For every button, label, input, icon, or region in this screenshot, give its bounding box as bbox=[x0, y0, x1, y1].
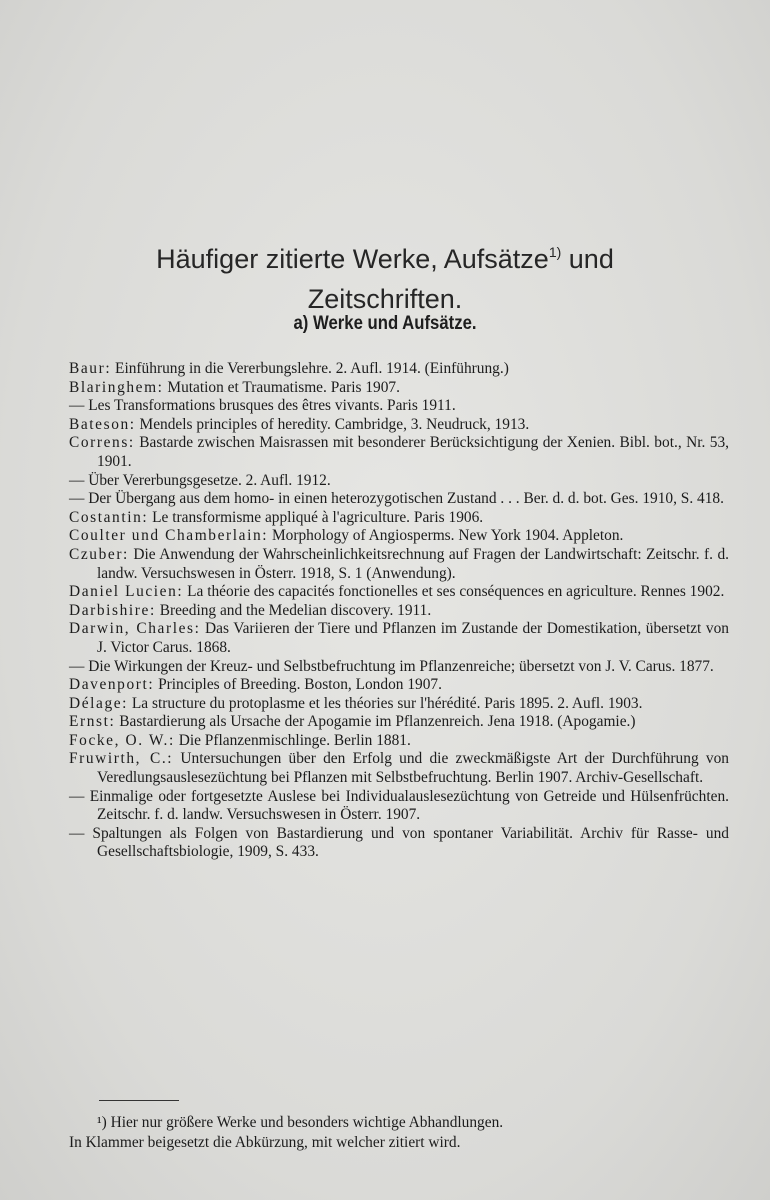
bibliography-entry bbox=[69, 379, 729, 398]
footnote bbox=[69, 1113, 729, 1153]
entry-text: Principles of Breeding. Boston, London 1907. bbox=[154, 676, 442, 694]
bibliography-entry bbox=[69, 732, 729, 751]
title-line-1: Häufiger zitierte Werke, Aufsätze$^{1)}$ und bbox=[156, 244, 614, 274]
entry-text: — Der Übergang aus dem homo- in einen heterozygotischen Zustand . . . Ber. d. d. bot. Ges. 1910, S. 418. bbox=[69, 490, 724, 508]
bibliography-entry bbox=[69, 788, 729, 825]
entry-author: Blaringhem: bbox=[69, 378, 164, 396]
entry-text: Das Variieren der Tiere und Pflanzen im Zustande der Domestikation, übersetzt von J. Victor Carus. 1868. bbox=[97, 620, 729, 656]
entry-text: Le transformisme appliqué à l'agriculture. Paris 1906. bbox=[148, 508, 484, 526]
bibliography-entry bbox=[69, 472, 729, 491]
bibliography-entry bbox=[69, 509, 729, 528]
bibliography-entry bbox=[69, 490, 729, 509]
bibliography-entry bbox=[69, 713, 729, 732]
bibliography-entry bbox=[69, 397, 729, 416]
entry-author: Coulter und Chamberlain: bbox=[69, 527, 269, 545]
entry-author: Davenport: bbox=[69, 676, 155, 694]
bibliography-entry bbox=[69, 360, 729, 379]
entry-author: Czuber: bbox=[69, 545, 129, 563]
entry-author: Délage: bbox=[69, 694, 129, 712]
bibliography-entry bbox=[69, 434, 729, 471]
entry-author: Focke, O. W.: bbox=[69, 731, 175, 749]
entry-author: Baur: bbox=[69, 360, 112, 377]
entry-text: Die Pflanzenmischlinge. Berlin 1881. bbox=[174, 731, 411, 749]
entry-text: Einführung in die Vererbungslehre. 2. Aufl. 1914. (Einführung.) bbox=[111, 360, 509, 377]
entry-text: La théorie des capacités fonctionelles et ses conséquences en agriculture. Rennes 1902. bbox=[183, 583, 725, 601]
page-title bbox=[0, 232, 770, 319]
bibliography-entry bbox=[69, 416, 729, 435]
bibliography-list bbox=[69, 360, 729, 862]
bibliography-entry bbox=[69, 583, 729, 602]
bibliography-entry bbox=[69, 658, 729, 677]
entry-author: Ernst: bbox=[69, 713, 116, 731]
entry-text: Die Anwendung der Wahrscheinlichkeitsrechnung auf Fragen der Landwirtschaft: Zeitschr. f. d. landw. Versuchswesen in Österr. 1918, S. 1 (Anwendung). bbox=[97, 545, 729, 582]
title-line-2: Zeitschriften. bbox=[307, 284, 463, 314]
entry-text: — Les Transformations brusques des êtres vivants. Paris 1911. bbox=[69, 397, 456, 415]
bibliography-entry bbox=[69, 750, 729, 787]
section-heading: a) Werke und Aufsätze. bbox=[293, 313, 477, 334]
entry-author: Costantin: bbox=[69, 508, 149, 526]
bibliography-entry bbox=[69, 825, 729, 862]
entry-text: Mutation et Traumatisme. Paris 1907. bbox=[163, 378, 400, 396]
footnote-line-1: ¹) Hier nur größere Werke und besonders wichtige Abhandlungen. bbox=[97, 1114, 504, 1131]
entry-author: Darbishire: bbox=[69, 601, 156, 619]
bibliography-entry bbox=[69, 676, 729, 695]
bibliography-entry bbox=[69, 695, 729, 714]
bibliography-entry bbox=[69, 546, 729, 583]
entry-text: La structure du protoplasme et les théories sur l'hérédité. Paris 1895. 2. Aufl. 1903. bbox=[128, 694, 643, 712]
bibliography-entry bbox=[69, 602, 729, 621]
bibliography-entry bbox=[69, 620, 729, 657]
entry-text: Bastarde zwischen Maisrassen mit besonderer Berücksichtigung der Xenien. Bibl. bot., Nr. 53, 1901. bbox=[97, 434, 729, 470]
entry-author: Darwin, Charles: bbox=[69, 620, 201, 638]
entry-author: Bateson: bbox=[69, 415, 136, 433]
bibliography-entry bbox=[69, 527, 729, 546]
footnote-marker: 1) bbox=[548, 244, 562, 260]
entry-author: Daniel Lucien: bbox=[69, 583, 184, 601]
entry-text: — Spaltungen als Folgen von Bastardierung und von spontaner Variabilität. Archiv für Rasse- und Gesellschaftsbiologie, 1909, S. 433. bbox=[69, 824, 729, 861]
entry-text: Breeding and the Medelian discovery. 1911. bbox=[155, 601, 432, 619]
entry-text: Untersuchungen über den Erfolg und die zweckmäßigste Art der Durchführung von Veredlungsauslesezüchtung bei Pflanzen mit Selbstbefruchtung. Berlin 1907. Archiv-Gesellschaft. bbox=[97, 750, 729, 787]
entry-author: Correns: bbox=[69, 434, 135, 452]
entry-text: — Einmalige oder fortgesetzte Auslese bei Individualauslesezüchtung von Getreide und Hülsenfrüchten. Zeitschr. f. d. landw. Versuchswesen in Österr. 1907. bbox=[69, 787, 729, 824]
entry-author: Fruwirth, C.: bbox=[69, 750, 174, 768]
footnote-line-2: In Klammer beigesetzt die Abkürzung, mit welcher zitiert wird. bbox=[69, 1134, 461, 1151]
entry-text: Morphology of Angiosperms. New York 1904. Appleton. bbox=[268, 527, 624, 545]
footnote-divider bbox=[99, 1100, 179, 1101]
entry-text: Bastardierung als Ursache der Apogamie im Pflanzenreich. Jena 1918. (Apogamie.) bbox=[115, 713, 636, 731]
entry-text: Mendels principles of heredity. Cambridge, 3. Neudruck, 1913. bbox=[135, 415, 530, 433]
entry-text: — Über Vererbungsgesetze. 2. Aufl. 1912. bbox=[69, 471, 331, 489]
entry-text: — Die Wirkungen der Kreuz- und Selbstbefruchtung im Pflanzenreiche; übersetzt von J. V. Carus. 1877. bbox=[69, 657, 714, 675]
